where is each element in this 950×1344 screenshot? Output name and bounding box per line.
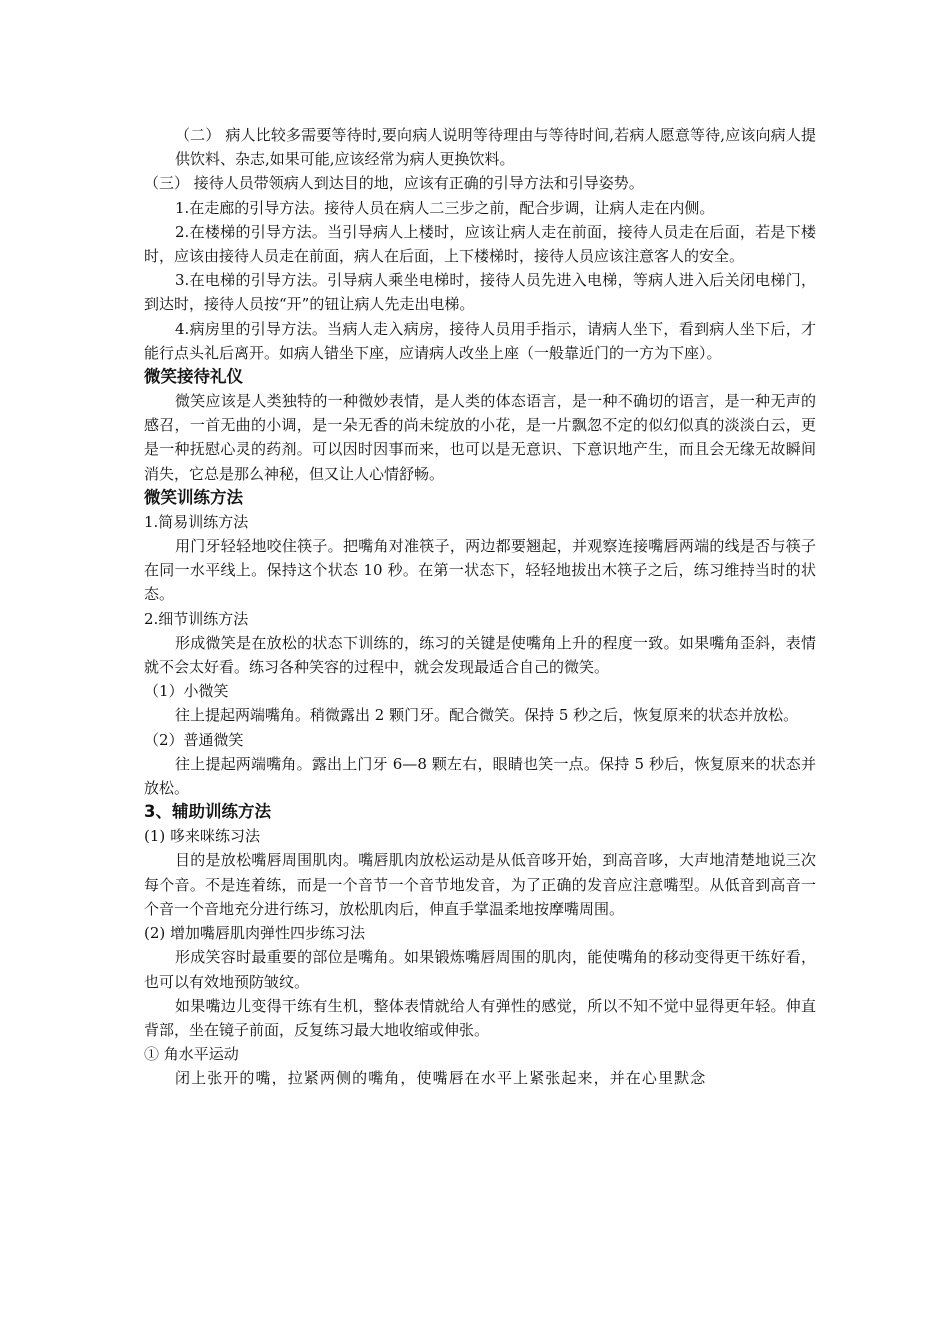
paragraph-smile-description: 微笑应该是人类独特的一种微妙表情，是人类的体态语言，是一种不确切的语言，是一种无声的感召，一首无曲的小调，是一朵无香的尚未绽放的小花，是一片飘忽不定的似幻似真的淡淡白云，更是一种抚慰心灵的药剂。可以因时因事而来，也可以是无意识、下意识地产生，而且会无缘无故瞬间消失，它总是那么神秘，但又让人心情舒畅。 [144,392,816,483]
subheading-detail-method: 2.细节训练方法 [144,609,249,628]
subheading-four-step: (2) 增加嘴唇肌肉弹性四步练习法 [144,924,366,943]
subheading-normal-smile: （2）普通微笑 [144,730,244,749]
paragraph-small-smile: 往上提起两端嘴角。稍微露出 2 颗门牙。配合微笑。保持 5 秒之后，恢复原来的状态并放松。 [175,706,799,725]
paragraph-ward: 4.病房里的引导方法。当病人走入病房，接待人员用手指示，请病人坐下，看到病人坐下后，才能行点头礼后离开。如病人错坐下座，应请病人改坐上座（一般靠近门的一方为下座）。 [144,319,816,362]
paragraph-normal-smile: 往上提起两端嘴角。露出上门牙 6—8 颗左右，眼睛也笑一点。保持 5 秒后，恢复原来的状态并放松。 [144,754,816,798]
paragraph-waiting: （二） 病人比较多需要等待时,要向病人说明等待理由与等待时间,若病人愿意等待,应该向病人提供饮料、杂志,如果可能,应该经常为病人更换饮料。 [175,126,816,169]
subheading-horizontal-movement: ① 角水平运动 [144,1045,239,1064]
paragraph-stairs: 2.在楼梯的引导方法。当引导病人上楼时，应该让病人走在前面，接待人员走在后面，若是下楼时，应该由接待人员走在前面，病人在后面，上下楼梯时，接待人员应该注意客人的安全。 [144,222,816,266]
subheading-small-smile: （1）小微笑 [144,682,229,701]
paragraph-chopsticks: 用门牙轻轻地咬住筷子。把嘴角对准筷子，两边都要翘起，并观察连接嘴唇两端的线是否与筷子在同一水平线上。保持这个状态 10 秒。在第一状态下，轻轻地拔出木筷子之后，练习维持当时的状态。 [144,537,816,604]
heading-smile-etiquette: 微笑接待礼仪 [144,367,243,387]
paragraph-elevator: 3.在电梯的引导方法。引导病人乘坐电梯时，接待人员先进入电梯，等病人进入后关闭电梯门，到达时，接待人员按“开”的钮让病人先走出电梯。 [144,271,816,314]
paragraph-guiding: （三） 接待人员带领病人到达目的地，应该有正确的引导方法和引导姿势。 [144,174,644,193]
paragraph-do-re-mi: 目的是放松嘴唇周围肌肉。嘴唇肌肉放松运动是从低音哆开始，到高音哆，大声地清楚地说三次每个音。不是连着练，而是一个音节一个音节地发音，为了正确的发音应注意嘴型。从低音到高音一个音一个音地充分进行练习，放松肌肉后，伸直手掌温柔地按摩嘴周围。 [144,851,816,918]
heading-auxiliary-training: 3、辅助训练方法 [144,802,271,822]
document-page [144,123,816,1091]
paragraph-horizontal-movement: 闭上张开的嘴，拉紧两侧的嘴角，使嘴唇在水平上紧张起来，并在心里默念 [175,1069,707,1088]
paragraph-elastic-expression: 如果嘴边儿变得干练有生机，整体表情就给人有弹性的感觉，所以不知不觉中显得更年轻。伸直背部，坐在镜子前面，反复练习最大地收缩或伸张。 [144,996,816,1039]
subheading-do-re-mi: (1) 哆来咪练习法 [144,827,261,846]
paragraph-relaxed-training: 形成微笑是在放松的状态下训练的，练习的关键是使嘴角上升的程度一致。如果嘴角歪斜，表情就不会太好看。练习各种笑容的过程中，就会发现最适合自己的微笑。 [144,633,816,677]
subheading-simple-method: 1.简易训练方法 [144,512,249,531]
paragraph-corridor: 1.在走廊的引导方法。接待人员在病人二三步之前，配合步调，让病人走在内侧。 [175,198,715,217]
heading-smile-training: 微笑训练方法 [144,487,243,507]
paragraph-mouth-corner: 形成笑容时最重要的部位是嘴角。如果锻炼嘴唇周围的肌肉，能使嘴角的移动变得更干练好看，也可以有效地预防皱纹。 [144,948,816,991]
